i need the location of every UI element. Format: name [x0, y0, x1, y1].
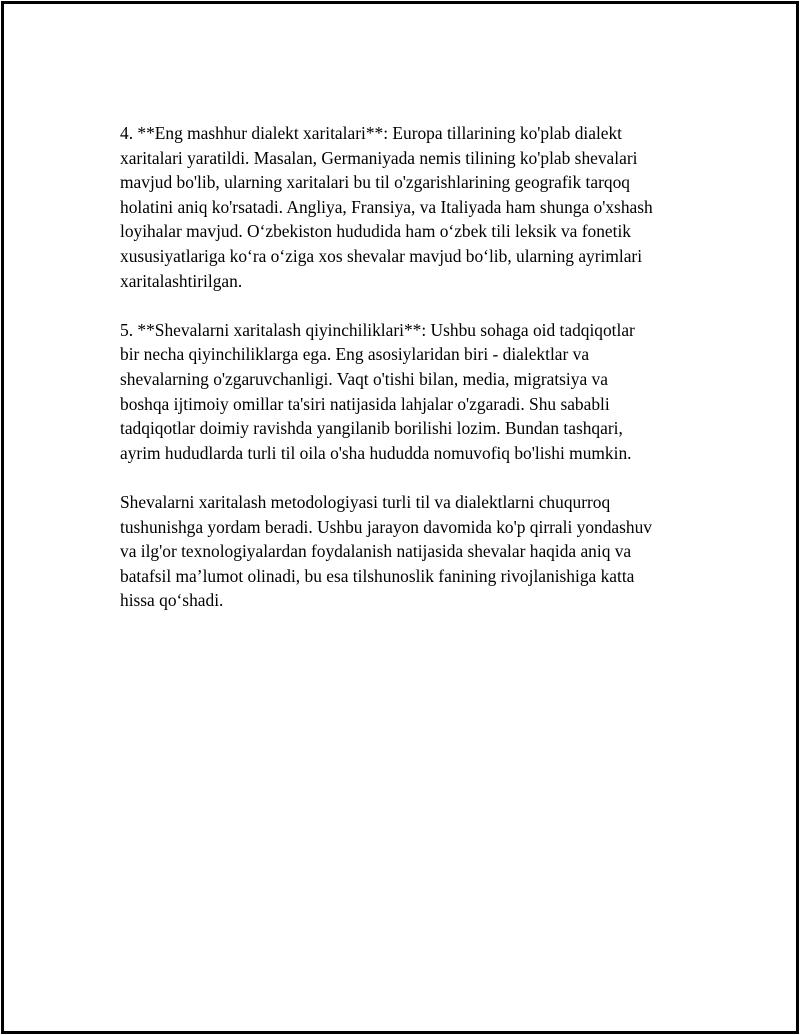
paragraph-dialect-maps: 4. **Eng mashhur dialekt xaritalari**: Europa tillarining ko'plab dialekt xaritalari yaratildi. Masalan, Germaniyada nemis tilining ko'plab shevalari mavjud bo'lib, ularning xaritalari bu til o'zgarishlarining geografik tarqoq holatini aniq ko'rsatadi. Angliya, Fransiya, va Italiyada ham shunga o'xshash loyihalar mavjud. O‘zbekiston hududida ham o‘zbek tili leksik va fonetik xususiyatlariga ko‘ra o‘ziga xos shevalar mavjud bo‘lib, ularning ayrimlari xaritalashtirilgan. — [120, 123, 653, 291]
paragraph-mapping-difficulties: 5. **Shevalarni xaritalash qiyinchiliklari**: Ushbu sohaga oid tadqiqotlar bir necha qiyinchiliklarga ega. Eng asosiylaridan biri - dialektlar va shevalarning o'zgaruvchanligi. Vaqt o'tishi bilan, media, migratsiya va boshqa ijtimoiy omillar ta'siri natijasida lahjalar o'zgaradi. Shu sababli tadqiqotlar doimiy ravishda yangilanib borilishi lozim. Bundan tashqari, ayrim hududlarda turli til oila o'sha hududda nomuvofiq bo'lishi mumkin. — [120, 319, 635, 463]
document-page — [1, 1, 799, 1034]
document-body — [120, 121, 700, 637]
paragraph-conclusion: Shevalarni xaritalash metodologiyasi turli til va dialektlarni chuqurroq tushunishga yordam beradi. Ushbu jarayon davomida ko'p qirrali yondashuv va ilg'or texnologiyalardan foydalanish natijasida shevalar haqida aniq va batafsil ma’lumot olinadi, bu esa tilshunoslik fanining rivojlanishiga katta hissa qo‘shadi. — [120, 491, 652, 611]
